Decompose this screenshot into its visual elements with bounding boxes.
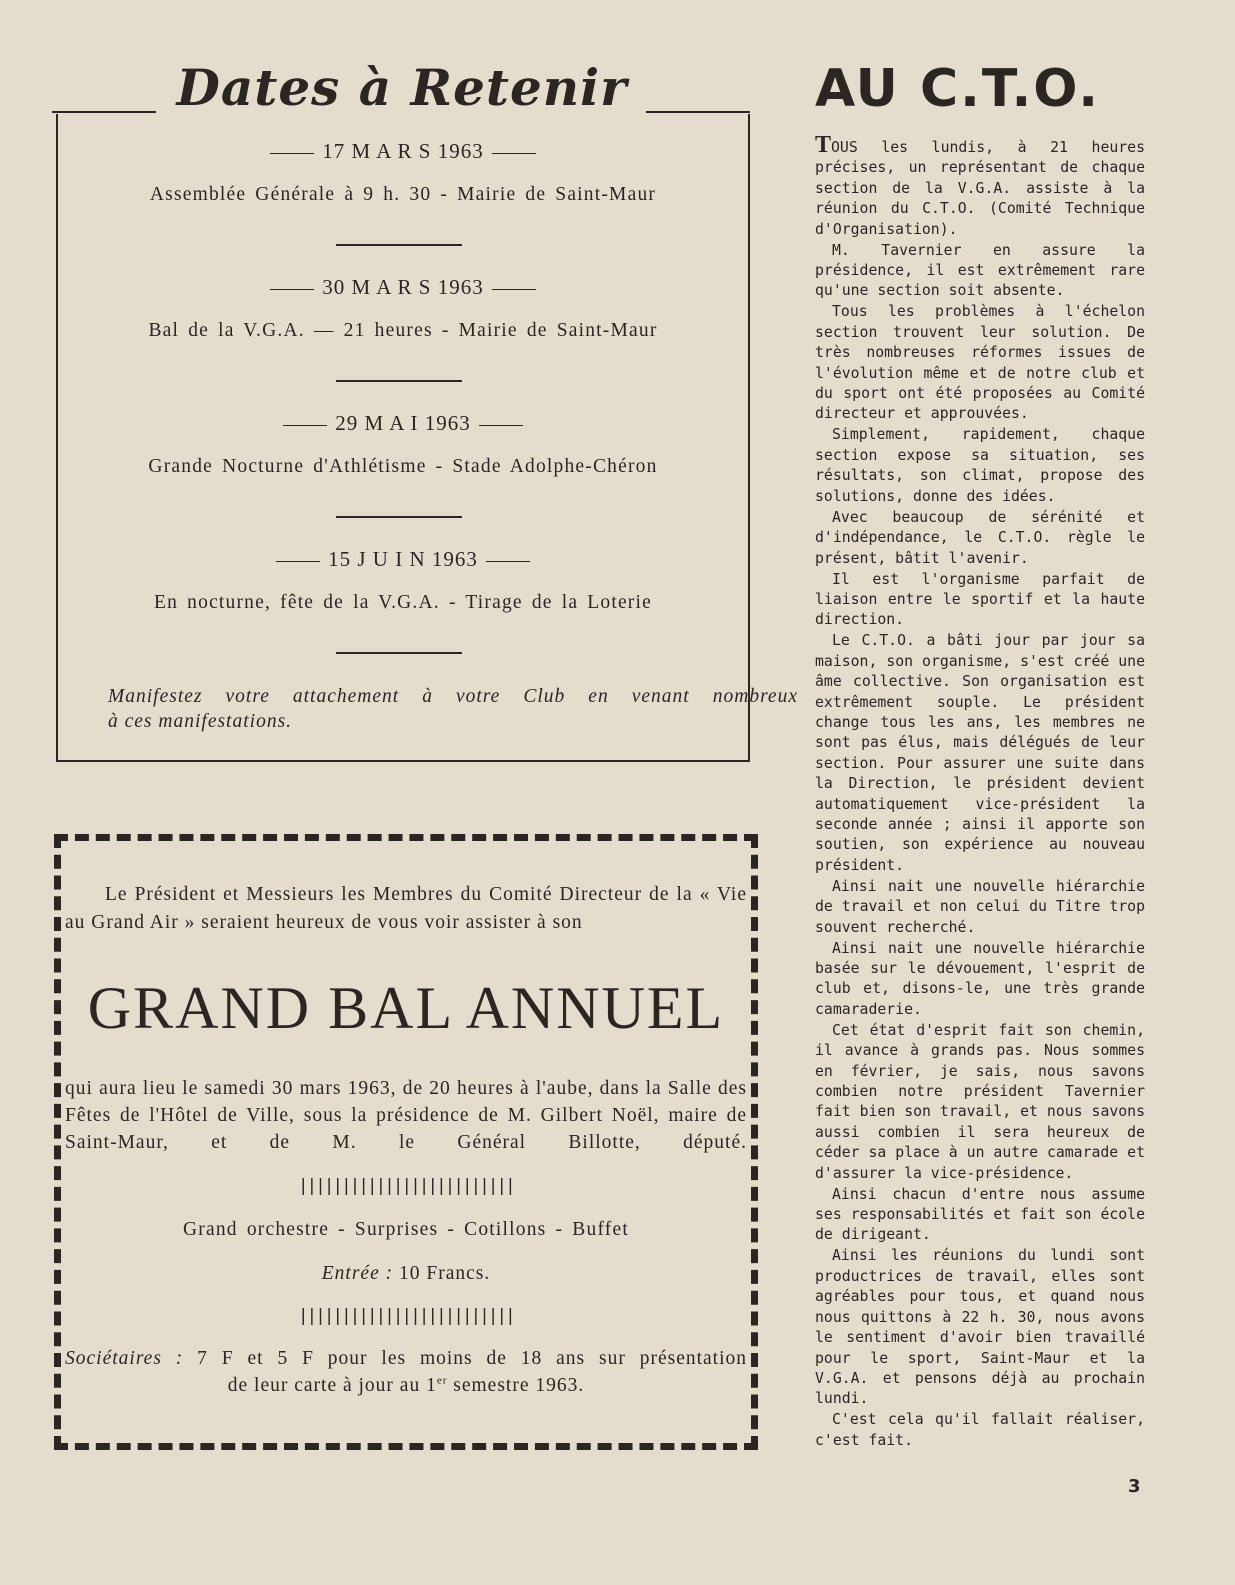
bal-details: qui aura lieu le samedi 30 mars 1963, de 20 heures à l'aube, dans la Salle des Fêtes de l'Hôtel de Ville, sous la présidence de M. Gilbert Noël, maire de Saint-Maur, et de M. le Général Billotte, député. [65, 1078, 747, 1153]
entry-label: Entrée : [321, 1263, 394, 1284]
article-paragraph: Il est l'organisme parfait de liaison entre le sportif et la haute direction. [815, 570, 1145, 629]
divider [336, 516, 462, 518]
page-number: 3 [1128, 1476, 1141, 1497]
article-paragraph: Le C.T.O. a bâti jour par jour sa maison, son organisme, s'est créé une âme collective. Son organisation est extrêmement souple. Le président change tous les ans, les membres ne sont pas élus, mais délégués de leur section. Pour assurer une suite dans la Direction, le président devient automatiquement vice-président la seconde année ; ainsi il apporte son soutien, son expérience au nouveau président. [815, 632, 1145, 874]
event-date: 17 M A R S 1963 [58, 138, 748, 164]
event-item [58, 546, 748, 616]
event-description: Bal de la V.G.A. — 21 heures - Mairie de Saint-Maur [148, 320, 658, 341]
article-paragraph: Tous les problèmes à l'échelon section trouvent leur solution. De très nombreuses réformes issues de l'évolution même et de notre club et du sport ont été proposées au Comité directeur et approuvées. [815, 303, 1145, 423]
bal-members-price [65, 1345, 747, 1399]
article-paragraph: C'est cela qu'il fallait réaliser, c'est fait. [815, 1411, 1145, 1449]
article-paragraph: Avec beaucoup de sérénité et d'indépendance, le C.T.O. règle le présent, bâtit l'avenir. [815, 508, 1145, 567]
entry-value: 10 Francs. [398, 1263, 491, 1284]
footer-line: à ces manifestations. [108, 711, 293, 732]
ornament-bars: ||||||||||||||||||||||||| [298, 1176, 514, 1196]
ornament-bars: ||||||||||||||||||||||||| [298, 1306, 514, 1326]
divider [336, 380, 462, 382]
members-line: Sociétaires : 7 F et 5 F pour les moins de 18 ans sur présentation [65, 1348, 748, 1369]
event-description: En nocturne, fête de la V.G.A. - Tirage de la Loterie [154, 592, 652, 613]
article-paragraph: M. Tavernier en assure la présidence, il est extrêmement rare qu'une section soit absente. [815, 241, 1145, 300]
bal-title: GRAND BAL ANNUEL [87, 975, 725, 1041]
dates-header [52, 58, 752, 116]
dates-footer-note [108, 684, 798, 734]
article-paragraph: Ainsi les réunions du lundi sont productrices de travail, elles sont agréables pour tous, et quand nous nous quittons à 22 h. 30, nous avons le sentiment d'avoir bien travaillé pour le sport, Saint-Maur et la V.G.A. et pensons déjà au prochain lundi. [815, 1247, 1145, 1408]
footer-line: Manifestez votre attachement à votre Club en venant nombreux [108, 686, 798, 707]
event-item [58, 274, 748, 344]
header-rule-right [646, 111, 750, 113]
article-paragraph: Ainsi nait une nouvelle hiérarchie basée sur le dévouement, l'esprit de club et, disons-le, une très grande camaraderie. [815, 939, 1145, 1018]
dates-box [56, 114, 798, 762]
article-paragraph: Ainsi chacun d'entre nous assume ses responsabilités et fait son école de dirigeant. [815, 1185, 1145, 1244]
bal-entry [61, 1263, 751, 1285]
event-item [58, 138, 748, 208]
article-paragraph: Simplement, rapidement, chaque section expose sa situation, ses résultats, son climat, propose des solutions, donne des idées. [815, 426, 1145, 505]
dates-title: Dates à Retenir [176, 58, 628, 117]
event-description: Grande Nocturne d'Athlétisme - Stade Adolphe-Chéron [148, 456, 658, 477]
event-item [58, 410, 748, 480]
article-paragraph: TOUS les lundis, à 21 heures précises, un représentant de chaque section de la V.G.A. assiste à la réunion du C.T.O. (Comité Technique d'Organisation). [815, 132, 1145, 238]
event-date: 15 J U I N 1963 [58, 546, 748, 572]
members-line: de leur carte à jour au 1er semestre 1963. [227, 1374, 585, 1396]
cto-article [815, 132, 1145, 1452]
bal-invitation-box [54, 834, 758, 1450]
bal-program: Grand orchestre - Surprises - Cotillons - Buffet [183, 1219, 629, 1240]
divider [336, 244, 462, 246]
bal-intro: Le Président et Messieurs les Membres du Comité Directeur de la « Vie au Grand Air » seraient heureux de vous voir assister à son [65, 884, 747, 933]
drop-cap: T [815, 132, 832, 158]
divider [336, 652, 462, 654]
article-paragraph: Ainsi nait une nouvelle hiérarchie de travail et non celui du Titre trop souvent recherché. [815, 877, 1145, 936]
event-date: 30 M A R S 1963 [58, 274, 748, 300]
article-paragraph: Cet état d'esprit fait son chemin, il avance à grands pas. Nous sommes en février, je sais, nous savons combien notre président Tavernier fait bien son travail, et nous savons aussi combien il sera heureux de céder sa place à un autre camarade et d'assurer la vice-présidence. [815, 1021, 1145, 1182]
event-description: Assemblée Générale à 9 h. 30 - Mairie de Saint-Maur [149, 184, 657, 205]
cto-title: AU C.T.O. [815, 59, 1101, 119]
header-rule-left [52, 111, 156, 113]
members-label: Sociétaires : [65, 1348, 184, 1369]
event-date: 29 M A I 1963 [58, 410, 748, 436]
